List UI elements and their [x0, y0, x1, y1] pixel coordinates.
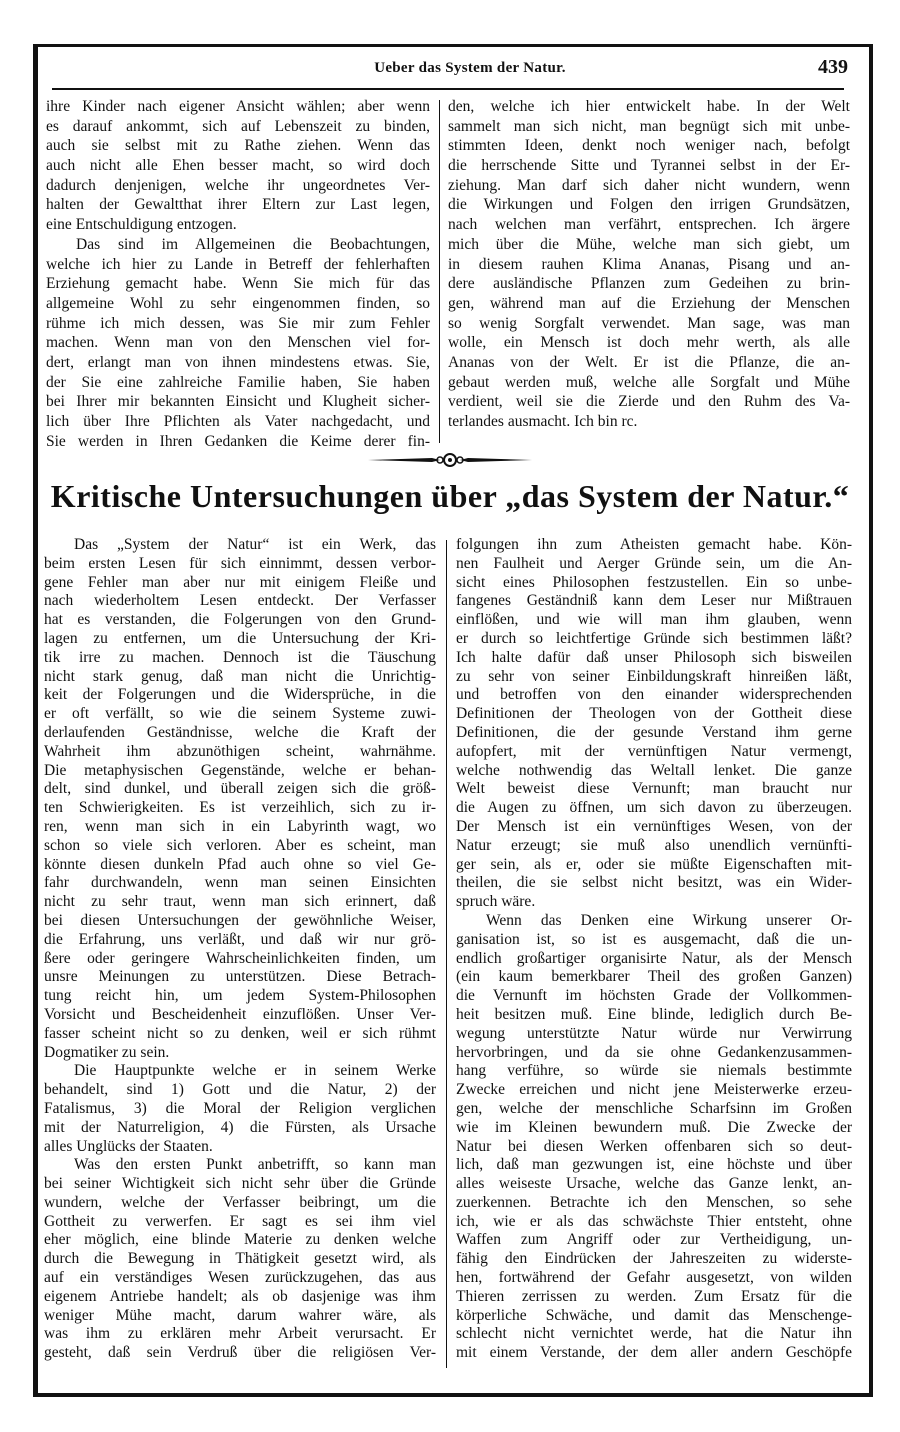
text-line: alles Unglücks der Staaten. [44, 1137, 213, 1155]
text-line: behandelt, sind 1) Gott und die Natur, 2) der [44, 1081, 436, 1099]
text-line: Die metaphysischen Gegenstände, welche er behan- [44, 761, 436, 779]
text-line: Wahrheit ihm abzunöthigen scheint, wahrnähme. [44, 742, 436, 760]
text-line: gen, welche der menschliche Scharfsinn im Großen [456, 1099, 852, 1117]
text-line: Welt beweist diese Vernunft; man braucht nur [456, 780, 852, 798]
text-line: auch sie selbst mit zu Rathe ziehen. Wenn das [46, 137, 430, 155]
text-line: so wenig Sorgfalt verwendet. Man sage, was man [448, 314, 850, 332]
text-line: gebaut werden muß, welche alle Sorgfalt und Mühe [448, 373, 850, 391]
text-line: Wenn das Denken eine Wirkung unserer Or- [486, 911, 852, 929]
text-line: auch nicht alle Ehen besser macht, so wird doch [46, 157, 430, 175]
text-line: die Augen zu öffnen, um sich davon zu überzeugen. [456, 799, 852, 817]
text-line: welche nothwendig das Weltall lenket. Die ganze [456, 761, 852, 779]
text-line: verdient, weil sie die Zierde und den Ruhm des Va- [448, 393, 850, 411]
text-line: Vorsicht und Bescheidenheit einzuflößen. Unser Ver- [44, 1005, 436, 1023]
running-head: Ueber das System der Natur. [374, 60, 566, 76]
text-line: körperliche Schwäche, und damit das Menschenge- [456, 1306, 852, 1324]
text-line: ger sein, als er, oder sie müßte Eigenschaften mit- [456, 855, 852, 873]
text-line: mit einem Verstande, der dem aller andern Geschöpfe [456, 1344, 852, 1362]
text-line: gen, während man auf die Erziehung der Menschen [448, 294, 850, 312]
text-line: nach wiederholtem Lesen entdeckt. Der Verfasser [44, 592, 436, 610]
text-line: allgemeine Wohl zu sehr eingenommen finden, so [46, 294, 430, 312]
text-line: Definitionen der Theologen von der Gottheit diese [456, 705, 852, 723]
article-left-column [44, 536, 436, 1363]
text-line: die herrschende Sitte und Tyrannei selbst in der Er- [448, 157, 850, 175]
text-line: hervorbringen, und da sie ohne Gedankenzusammen- [456, 1043, 852, 1061]
article-right-column [456, 536, 852, 1363]
text-line: rühme ich mich dessen, was Sie mir zum Fehler [46, 314, 430, 332]
text-line: zu sehr von seiner Einbildungskraft hinreißen läßt, [456, 667, 852, 685]
text-line: dere ausländische Pflanzen zum Gedeihen zu brin- [448, 275, 850, 293]
text-line: terlandes ausmacht. Ich bin rc. [448, 413, 638, 430]
text-line: und betroffen von den einander widersprechenden [456, 686, 852, 704]
text-line: sammelt man sich nicht, man begnügt sich mit unbe- [448, 117, 850, 135]
text-line: keit der Folgerungen und die Widersprüche, in die [44, 686, 436, 704]
text-line: ihre Kinder nach eigener Ansicht wählen; aber wenn [46, 98, 430, 115]
paragraph [44, 1156, 436, 1363]
text-line: nen Faulheit und Aerger Gründe sein, um die An- [456, 554, 852, 572]
text-line: bei Ihrer mir bekannten Einsicht und Klugheit sicher- [46, 393, 430, 411]
text-line: schon so viele sich verloren. Aber es scheint, man [44, 836, 436, 854]
column-divider-bottom [446, 540, 447, 1368]
text-line: spruch wäre. [456, 893, 536, 911]
column-divider-top [439, 100, 440, 443]
text-line: unsre Meinungen zu unterstützen. Diese Betrach- [44, 968, 436, 986]
text-line: wolle, ein Mensch ist doch mehr werth, als alle [448, 334, 850, 352]
text-line: hat es verstanden, die Folgerungen von den Grund- [44, 611, 436, 629]
text-line: Gottheit zu verwerfen. Er sagt es sei ihm viel [44, 1212, 436, 1230]
text-line: delt, sind dunkel, und überall zeigen sich die größ- [44, 780, 436, 798]
text-line: eigenem Antriebe handelt; als ob dasjenige was ihm [44, 1287, 436, 1305]
text-line: stimmten Ideen, denkt noch weniger nach, befolgt [448, 137, 850, 155]
text-line: beim ersten Lesen für sich einnimmt, dessen verbor- [44, 554, 436, 572]
text-line: ßere oder geringere Wahrscheinlichkeiten finden, um [44, 949, 436, 967]
paragraph [46, 97, 430, 235]
text-line: es darauf ankommt, sich auf Lebenszeit zu binden, [46, 117, 430, 135]
paragraph [44, 536, 436, 1062]
text-line: halten der Gewaltthat ihrer Eltern zur Last legen, [46, 196, 430, 214]
text-line: bei seiner Wichtigkeit sich nicht sehr über die Gründe [44, 1175, 436, 1193]
text-line: gene Fehler man aber nur mit einigem Fleiße und [44, 573, 436, 591]
text-line: einflößen, und wie will man ihm glauben, wenn [456, 611, 852, 629]
text-line: fahr durchwandeln, wenn man seinen Einsichten [44, 874, 436, 892]
text-line: schlecht nicht vernichtet werde, hat die Natur ihn [456, 1325, 852, 1343]
text-line: derlaufenden Geständnisse, welche die Kraft der [44, 723, 436, 741]
text-line: ren, wenn man sich in ein Labyrinth wagt, wo [44, 817, 436, 835]
text-line: Natur erzeugt; sie muß also unendlich vernünfti- [456, 836, 852, 854]
text-line: lagen zu entfernen, um die Untersuchung der Kri- [44, 629, 436, 647]
paragraph [44, 1062, 436, 1156]
text-line: Waffen zum Angriff oder zur Vertheidigung, un- [456, 1231, 852, 1249]
text-line: Definitionen, die der gesunde Verstand ihm gerne [456, 723, 852, 741]
text-line: lich über Ihre Pflichten als Vater nachgedacht, und [46, 413, 430, 430]
text-line: Das „System der Natur“ ist ein Werk, das [74, 536, 436, 553]
header-rule [52, 88, 844, 90]
text-line: nach welchen man verfährt, entsprechen. Ich ärgere [448, 216, 850, 234]
text-line: mich über die Mühe, welche man sich giebt, um [448, 235, 850, 253]
text-line: Dogmatiker zu sein. [44, 1043, 170, 1061]
text-line: endlich großartiger organisirte Natur, als der Mensch [456, 949, 852, 967]
paragraph [46, 235, 430, 452]
text-line: ziehung. Man darf sich daher nicht wundern, wenn [448, 176, 850, 194]
text-line: ganisation ist, so ist es ausgemacht, daß die un- [456, 930, 852, 948]
text-line: Fatalismus, 3) die Moral der Religion verglichen [44, 1099, 436, 1117]
text-line: in diesem rauhen Klima Ananas, Pisang und an- [448, 255, 850, 273]
article-title: Kritische Untersuchungen über „das System der Natur.“ [50, 478, 850, 514]
text-line: bei diesen Untersuchungen der gewöhnliche Weiser, [44, 911, 436, 929]
text-line: wegung unterstützte Natur würde nur Verwirrung [456, 1024, 852, 1042]
text-line: dert, erlangt man von ihnen mindestens etwas. Sie, [46, 353, 430, 371]
text-line: den, welche ich hier entwickelt habe. In der Welt [448, 98, 850, 115]
text-line: Ich halte dafür daß unser Philosoph sich bisweilen [456, 648, 852, 666]
text-line: welche ich hier zu Lande in Betreff der fehlerhaften [46, 255, 430, 273]
text-line: er durch so leichtfertige Gründe sich bestimmen läßt? [456, 629, 852, 647]
text-line: ich, wie er als das schwächste Thier entsteht, ohne [456, 1212, 852, 1230]
text-line: Das sind im Allgemeinen die Beobachtungen, [76, 235, 430, 253]
text-line: gesteht, daß sein Verdruß über die religiösen Ver- [44, 1344, 436, 1362]
text-line: folgungen ihn zum Atheisten gemacht habe. Kön- [456, 536, 852, 553]
text-line: die Vernunft im höchsten Grade der Vollkommen- [456, 987, 852, 1005]
text-line: eher möglich, eine blinde Materie zu denken welche [44, 1231, 436, 1249]
text-line: mit der Naturreligion, 4) die Fürsten, als Ursache [44, 1118, 436, 1136]
text-line: weniger Mühe macht, darum wahrer wäre, als [44, 1306, 436, 1324]
text-line: fähig den Eindrücken der Jahreszeiten zu widerste- [456, 1250, 852, 1268]
text-line: die Erfahrung, uns verläßt, und daß wir nur grö- [44, 930, 436, 948]
text-line: Der Mensch ist ein vernünftiges Wesen, von der [456, 817, 852, 835]
text-line: theilen, die sie selbst nicht besitzt, was ein Wider- [456, 874, 852, 892]
paragraph [456, 912, 852, 1363]
text-line: Natur bei diesen Werken offenbaren sich so deut- [456, 1137, 852, 1155]
text-line: zuerkennen. Betrachte ich den Menschen, so sehe [456, 1193, 852, 1211]
text-line: nicht stark genug, daß man nicht die Unrichtig- [44, 667, 436, 685]
text-line: er oft verfällt, so wie die seinem Systeme zuwi- [44, 705, 436, 723]
text-line: fasser scheint nicht so zu denken, weil er sich rühmt [44, 1024, 436, 1042]
ornament-divider [360, 450, 540, 470]
text-line: Die Hauptpunkte welche er in seinem Werke [74, 1062, 436, 1080]
text-line: Thieren zerrissen zu werden. Zum Ersatz für die [456, 1287, 852, 1305]
text-line: tung reicht hin, um jedem System-Philosophen [44, 987, 436, 1005]
text-line: hang verführe, so würde sie niemals bestimmte [456, 1062, 852, 1080]
text-line: Ananas von der Welt. Er ist die Pflanze, die an- [448, 353, 850, 371]
text-line: die Wirkungen und Folgen den irrigen Grundsätzen, [448, 196, 850, 214]
text-line: fangenes Geständniß kann dem Leser nur Mißtrauen [456, 592, 852, 610]
top-right-column [448, 97, 850, 432]
text-line: machen. Wenn man von den Menschen viel for- [46, 334, 430, 352]
text-line: aufopfert, mit der vernünftigen Natur vermengt, [456, 742, 852, 760]
text-line: tik irre zu machen. Dennoch ist die Täuschung [44, 648, 436, 666]
text-line: der Sie eine zahlreiche Familie haben, Sie haben [46, 373, 430, 391]
top-left-column [46, 97, 430, 451]
text-line: Zwecke erreichen und nicht jene Meisterwerke erzeu- [456, 1081, 852, 1099]
text-line: durch die Bewegung in Thätigkeit gesetzt wird, als [44, 1250, 436, 1268]
paragraph [456, 536, 852, 912]
text-line: wundern, welche der Verfasser beibringt, um die [44, 1193, 436, 1211]
text-line: ten Schwierigkeiten. Es ist verzeihlich, sich zu ir- [44, 799, 436, 817]
text-line: Was den ersten Punkt anbetrifft, so kann man [74, 1156, 436, 1174]
text-line: sicht eines Philosophen festzustellen. Ein so unbe- [456, 573, 852, 591]
text-line: hen, fortwährend der Gefahr ausgesetzt, von wilden [456, 1269, 852, 1287]
text-line: heit besitzen muß. Eine blinde, lediglich durch Be- [456, 1005, 852, 1023]
text-line: (ein kaum bemerkbarer Theil des großen Ganzen) [456, 968, 852, 986]
text-line: wie im Kleinen bewundern muß. Die Zwecke der [456, 1118, 852, 1136]
text-line: was ihm zu erklären mehr Arbeit verursacht. Er [44, 1325, 436, 1343]
text-line: eine Entschuldigung entzogen. [46, 216, 237, 234]
text-line: könnte diesen dunkeln Pfad auch ohne so viel Ge- [44, 855, 436, 873]
text-line: auf ein verständiges Wesen zurückzugehen, das aus [44, 1269, 436, 1287]
text-line: alles weiseste Ursache, welche das Ganze lenkt, an- [456, 1175, 852, 1193]
text-line: nicht zu sehr traut, wenn man sich erinnert, daß [44, 893, 436, 911]
text-line: lich, daß man gezwungen ist, eine höchste und über [456, 1156, 852, 1174]
paragraph [448, 97, 850, 432]
text-line: Sie werden in Ihren Gedanken die Keime derer fin- [46, 432, 430, 450]
page-number: 439 [818, 56, 848, 78]
text-line: Erziehung gemacht habe. Wenn Sie mich für das [46, 275, 430, 293]
text-line: dadurch denjenigen, welche ihr ungeordnetes Ver- [46, 176, 430, 194]
